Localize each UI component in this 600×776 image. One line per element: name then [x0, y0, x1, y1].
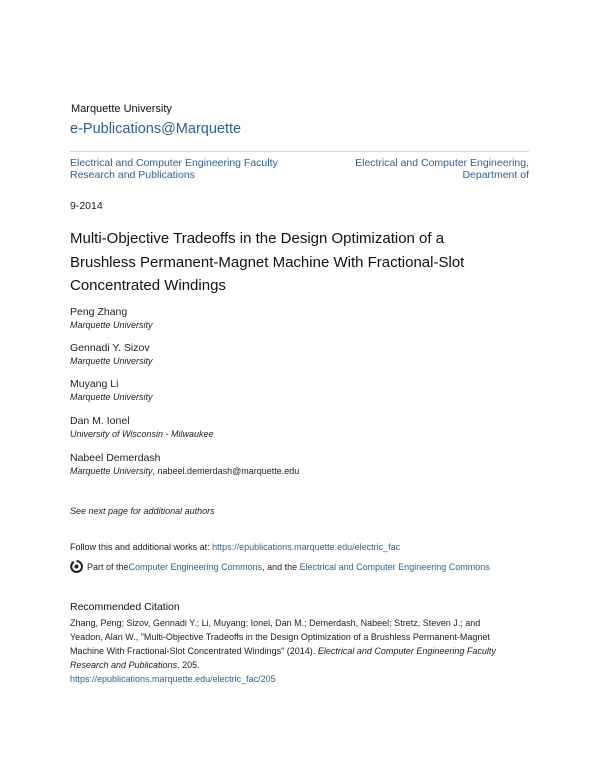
citation-line	[70, 644, 530, 672]
collection-link-line: Research and Publications	[70, 169, 195, 181]
author-name: Nabeel Demerdash	[70, 452, 161, 464]
computer-engineering-commons-link[interactable]: Computer Engineering Commons	[128, 561, 263, 572]
follow-line	[70, 542, 400, 552]
author-email: , nabeel.demerdash@marquette.edu	[152, 466, 300, 476]
collection-link-line: Electrical and Computer Engineering,	[355, 157, 529, 169]
author-block	[70, 378, 490, 403]
author-block	[70, 306, 490, 331]
electrical-computer-engineering-commons-link[interactable]: Electrical and Computer Engineering Commons	[299, 561, 490, 572]
citation-line-text: Machine With Fractional-Slot Concentrated Windings" (2014).	[70, 646, 318, 656]
author-block	[70, 342, 490, 367]
repository-link[interactable]: e-Publications@Marquette	[70, 121, 242, 137]
follow-url-link[interactable]: https://epublications.marquette.edu/electric_fac	[212, 542, 401, 552]
author-affiliation: Marquette University	[70, 466, 153, 476]
author-name: Dan M. Ionel	[70, 415, 130, 427]
author-block	[70, 415, 490, 440]
title-line: Multi-Objective Tradeoffs in the Design Optimization of a	[70, 230, 445, 247]
citation-number: . 205.	[177, 660, 200, 670]
recommended-citation-heading: Recommended Citation	[70, 601, 180, 613]
author-name: Muyang Li	[70, 378, 119, 390]
part-of-prefix: Part of the	[87, 561, 129, 572]
citation-text	[70, 616, 530, 686]
author-affiliation: Marquette University	[70, 320, 153, 330]
header-divider	[70, 151, 529, 152]
author-name: Gennadi Y. Sizov	[70, 342, 150, 354]
follow-text: Follow this and additional works at:	[70, 542, 213, 552]
title-line: Brushless Permanent-Magnet Machine With Fractional-Slot	[70, 253, 465, 271]
part-of-line	[70, 560, 490, 573]
author-affiliation: Marquette University	[70, 392, 153, 402]
collection-link-faculty-research[interactable]	[70, 157, 310, 181]
citation-url-link[interactable]: https://epublications.marquette.edu/electric_fac/205	[70, 674, 276, 684]
collection-link-line: Electrical and Computer Engineering Faculty	[70, 157, 278, 169]
part-of-middle: , and the	[262, 561, 300, 572]
publication-date: 9-2014	[70, 200, 103, 212]
paper-title	[70, 227, 490, 298]
creative-commons-icon	[70, 560, 83, 573]
author-block	[70, 452, 490, 477]
additional-authors-note: See next page for additional authors	[70, 506, 215, 516]
citation-line: Zhang, Peng; Sizov, Gennadi Y.; Li, Muyang; Ionel, Dan M.; Demerdash, Nabeel; Stretz, Steven J.; and	[70, 618, 481, 628]
author-affiliation-line	[70, 465, 490, 477]
author-affiliation: University of Wisconsin - Milwaukee	[70, 429, 214, 439]
title-line: Concentrated Windings	[70, 277, 226, 294]
author-affiliation: Marquette University	[70, 356, 153, 366]
citation-line: Yeadon, Alan W., "Multi-Objective Tradeoffs in the Design Optimization of a Brushless Permanent-Magnet	[70, 632, 490, 642]
citation-journal: Electrical and Computer Engineering Faculty Research and Publications	[70, 646, 496, 670]
collection-link-department[interactable]	[329, 157, 529, 181]
collection-link-line: Department of	[462, 169, 529, 181]
author-name: Peng Zhang	[70, 306, 128, 318]
institution-name: Marquette University	[71, 103, 172, 115]
